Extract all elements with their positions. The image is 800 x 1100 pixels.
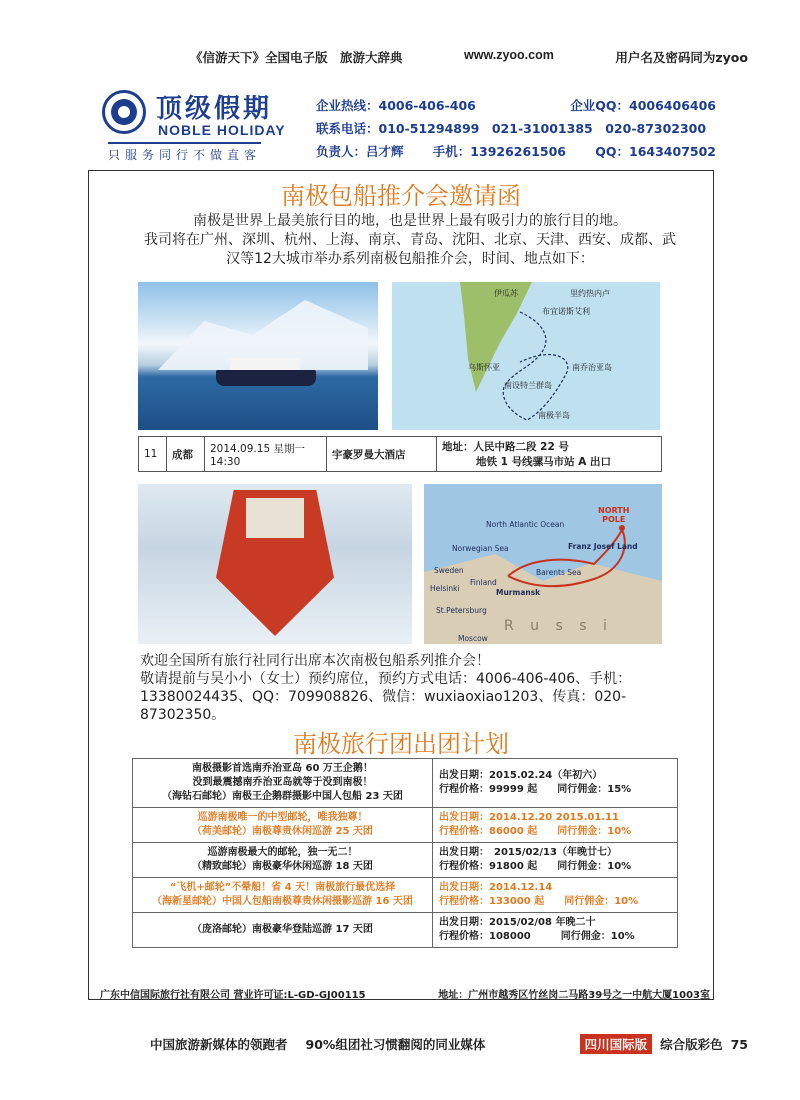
- antarctic-cruise-photo: [138, 282, 378, 430]
- map-label-buenos-aires: 布宜诺斯艾利: [542, 307, 590, 316]
- top-banner: [190, 48, 748, 66]
- tour-details: [433, 759, 678, 808]
- antarctic-route-map: [392, 282, 660, 430]
- magazine-title: 《信游天下》全国电子版 旅游大辞典: [190, 50, 403, 65]
- tour-description-line: （荷美邮轮）南极尊贵休闲巡游 25 天团: [192, 826, 373, 837]
- map-label-finland: Finland: [470, 578, 497, 587]
- table-row: [133, 843, 678, 878]
- map-label-norwegian-sea: Norwegian Sea: [452, 544, 509, 553]
- brand-name-cn: 顶级假期: [156, 94, 273, 124]
- page-number: 75: [730, 1036, 748, 1052]
- tour-description-line: （海新星邮轮）中国人包船南极尊贵休闲摄影巡游 16 天团: [152, 896, 413, 907]
- login-hint: 用户名及密码同为zyoo: [615, 50, 748, 65]
- tour-price: 行程价格：133000 起 同行佣金：10%: [439, 896, 639, 907]
- event-venue: 宇豪罗曼大酒店: [327, 437, 437, 472]
- event-address: 地址：人民中路二段 22 号: [442, 441, 569, 453]
- brand-name-en: NOBLE HOLIDAY: [158, 122, 286, 138]
- event-schedule-table: [138, 436, 662, 472]
- tour-description-line: （精致邮轮）南极豪华休闲巡游 18 天团: [192, 861, 373, 872]
- intro-line-1: 南极是世界上最美旅行目的地，也是世界上最有吸引力的旅行目的地。: [193, 213, 627, 229]
- map-label-ushuaia: 乌斯怀亚: [468, 363, 500, 372]
- map-label-murmansk: Murmansk: [496, 588, 541, 597]
- table-row: [133, 913, 678, 948]
- tour-description: [133, 843, 433, 878]
- invitation-intro: [140, 212, 680, 269]
- table-row: [139, 437, 662, 472]
- tour-date: 出发日期：2014.12.20 2015.01.11: [439, 812, 620, 823]
- map-label-sweden: Sweden: [434, 566, 464, 575]
- north-pole-label: NORTH POLE: [598, 506, 630, 524]
- hotline: 企业热线：4006-406-406: [316, 98, 476, 113]
- brand-slogan: 只服务同行不做直客: [108, 142, 261, 163]
- map-label-moscow: Moscow: [458, 634, 488, 643]
- event-datetime: 2014.09.15 星期一 14:30: [205, 437, 327, 472]
- footer-slogan-2: 90%组团社习惯翻阅的同业媒体: [305, 1037, 486, 1052]
- welcome-line-2: 敬请提前与吴小小（女士）预约席位，预约方式电话：4006-406-406、手机：13380024435、QQ：709908826、微信：wuxiaoxiao1203、传真：020-87302350。: [140, 671, 632, 723]
- table-row: [133, 808, 678, 843]
- tour-date: 出发日期：2015.02.24（年初六）: [439, 770, 603, 781]
- north-pole-route-map: [424, 484, 662, 644]
- route-line: [392, 282, 660, 430]
- map-label-rio: 里约热内卢: [570, 289, 610, 298]
- tour-price: 行程价格：108000 同行佣金：10%: [439, 931, 635, 942]
- footer-slogan-1: 中国旅游新媒体的领跑者: [150, 1037, 288, 1052]
- map-label-franz-josef: Franz Josef Land: [568, 542, 638, 551]
- map-label-south-georgia: 南乔治亚岛: [572, 363, 612, 372]
- tour-description-line: （庞洛邮轮）南极豪华登陆巡游 17 天团: [192, 924, 373, 935]
- table-row: [133, 878, 678, 913]
- license-line: [100, 986, 710, 1001]
- tour-description-line: “飞机+邮轮”不晕船！省 4 天！南极旅行最优选择: [169, 882, 396, 893]
- table-row: [133, 759, 678, 808]
- map-label-iguazu: 伊瓜苏: [494, 289, 518, 298]
- tour-description: [133, 808, 433, 843]
- invitation-title: 南极包船推介会邀请函: [281, 182, 521, 210]
- contact-block: [316, 96, 716, 165]
- event-address-cell: [437, 437, 662, 472]
- tour-details: [433, 843, 678, 878]
- tour-details: [433, 878, 678, 913]
- tour-details: [433, 808, 678, 843]
- intro-line-2: 我司将在广州、深圳、杭州、上海、南京、青岛、沈阳、北京、天津、西安、成都、武汉等12大城市举办系列南极包船推介会，时间、地点如下：: [144, 232, 676, 267]
- tour-date: 出发日期： 2015/02/13（年晚廿七）: [439, 847, 617, 858]
- tour-details: [433, 913, 678, 948]
- map-label-russia: R u s s i: [504, 618, 613, 634]
- tours-title: 南极旅行团出团计划: [293, 730, 509, 758]
- event-city: 成都: [167, 437, 205, 472]
- event-subway: 地铁 1 号线骡马市站 A 出口: [476, 456, 612, 468]
- map-label-st-petersburg: St.Petersburg: [436, 606, 487, 615]
- phone-numbers: 联系电话：010-51294899 021-31001385 020-87302300: [316, 121, 707, 136]
- advertiser-header: [98, 86, 718, 164]
- tour-price: 行程价格：91800 起 同行佣金：10%: [439, 861, 632, 872]
- tour-description-line: 巡游南极最大的邮轮，独一无二！: [207, 847, 358, 858]
- tour-date: 出发日期：2015/02/08 年晚二十: [439, 917, 596, 928]
- section-name: 综合版彩色: [660, 1037, 723, 1052]
- tour-description: [133, 913, 433, 948]
- website-link[interactable]: www.zyoo.com: [464, 48, 554, 62]
- edition-badge: 四川国际版: [580, 1034, 653, 1054]
- page-footer: [150, 1034, 748, 1054]
- welcome-line-1: 欢迎全国所有旅行社同行出席本次南极包船系列推介会！: [140, 653, 490, 669]
- tour-description: [133, 878, 433, 913]
- company-qq: 企业QQ：4006406406: [570, 98, 716, 113]
- icebreaker-photo: [138, 484, 412, 644]
- tour-price: 行程价格：86000 起 同行佣金：10%: [439, 826, 632, 837]
- map-label-antarctic-peninsula: 南极半岛: [538, 411, 570, 420]
- map-label-atlantic: North Atlantic Ocean: [486, 520, 565, 529]
- manager-mobile: 手机：13926261506: [432, 144, 566, 159]
- tour-price: 行程价格：99999 起 同行佣金：15%: [439, 784, 632, 795]
- company-license: 广东中信国际旅行社有限公司 营业许可证:L-GD-GJ00115: [100, 990, 366, 1001]
- tour-description-line: 南极摄影首选南乔治亚岛 60 万王企鹅！: [192, 763, 373, 774]
- tour-description-line: 巡游南极唯一的中型邮轮，唯我独尊！: [197, 812, 368, 823]
- map-label-helsinki: Helsinki: [430, 584, 460, 593]
- tour-description-line: （海钻石邮轮）南极王企鹅群摄影中国人包船 23 天团: [162, 791, 403, 802]
- tour-plan-table: [132, 758, 678, 948]
- noble-holiday-logo-icon: [102, 90, 146, 134]
- tour-description-line: 没到最震撼南乔治亚岛就等于没到南极！: [192, 777, 373, 788]
- tour-date: 出发日期：2014.12.14: [439, 882, 553, 893]
- manager-qq: QQ：1643407502: [595, 144, 716, 159]
- company-address: 地址：广州市越秀区竹丝岗二马路39号之一中航大厦1003室: [438, 990, 710, 1001]
- welcome-text: [140, 652, 700, 724]
- tour-description: [133, 759, 433, 808]
- manager-name: 负责人：吕才辉: [316, 144, 404, 159]
- map-label-barents-sea: Barents Sea: [536, 568, 582, 577]
- event-number: 11: [139, 437, 167, 472]
- map-label-south-shetland: 南设特兰群岛: [504, 381, 552, 390]
